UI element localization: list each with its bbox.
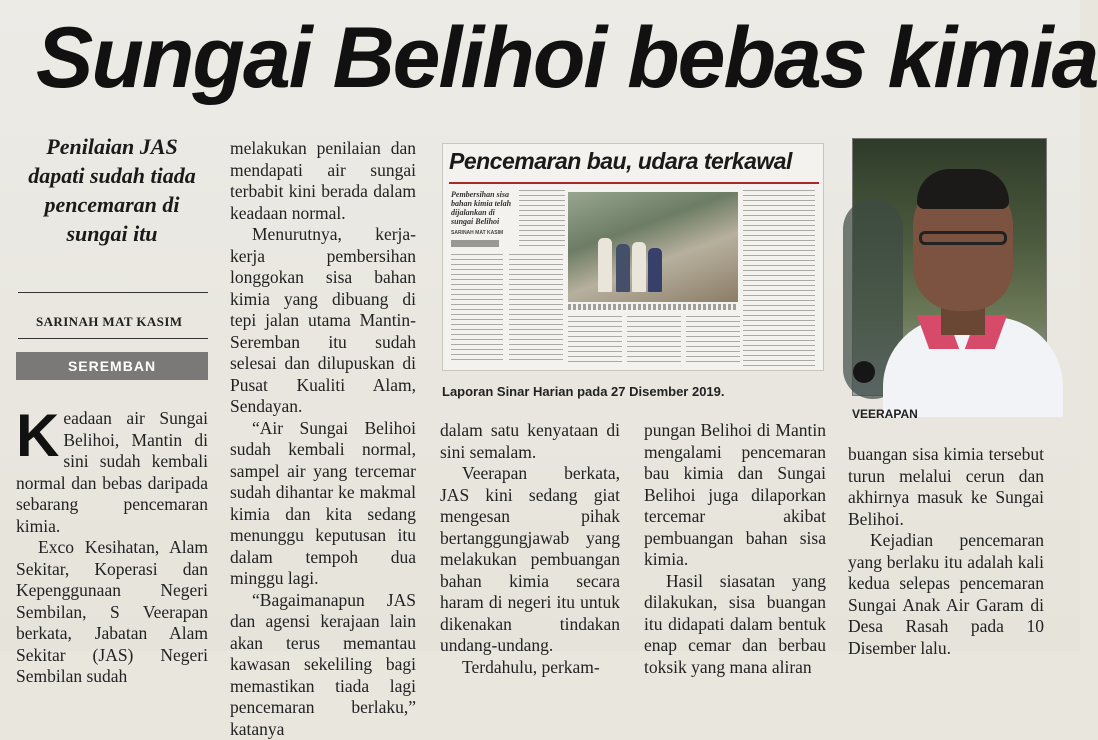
person-hair: [917, 169, 1009, 209]
subheadline: Penilaian JAS dapati sudah tiada pencemaran di sungai itu: [22, 132, 202, 248]
clipping-text-block: [509, 254, 563, 364]
portrait-photo: [852, 138, 1047, 396]
byline: SARINAH MAT KASIM: [36, 314, 216, 330]
glasses-icon: [919, 231, 1007, 245]
clipping-text-block: [686, 316, 740, 366]
clipping-photo: [568, 192, 738, 302]
paragraph: Terdahulu, perkam-: [440, 657, 620, 679]
divider-rule: [18, 292, 208, 293]
person-figure: [648, 248, 662, 292]
clipping-byline: SARINAH MAT KASIM: [451, 230, 513, 236]
location-banner: SEREMBAN: [16, 352, 208, 380]
clipping-text-block: [568, 316, 622, 366]
paragraph: Menurutnya, kerja-kerja pembersihan longgokan sisa bahan kimia yang dibuang di tepi jalan utama Mantin-Seremban itu sudah selesai dan dilupuskan di Pusat Kualiti Alam, Sendayan.: [230, 224, 416, 418]
paragraph-text: eadaan air Sungai Belihoi, Mantin di sini sudah kembali normal dan bebas daripada sebarang pencemaran kimia.: [16, 408, 208, 536]
person-figure: [598, 238, 612, 292]
paragraph: Hasil siasatan yang dilakukan, sisa buangan itu didapati dalam bentuk enap cemar dan berbau toksik yang mana aliran: [644, 571, 826, 679]
article-column-1: [16, 408, 208, 688]
dropcap-letter: K: [16, 410, 59, 462]
news-clipping-image: [442, 143, 824, 371]
article-column-4: [644, 420, 826, 678]
clipping-caption: [568, 304, 738, 310]
clipping-text-block: [627, 316, 681, 366]
person-figure: [632, 242, 646, 292]
clipping-text-block: [451, 254, 503, 364]
clipping-text-block: [743, 190, 815, 366]
microphone-icon: [853, 361, 875, 383]
clipping-text-block: [519, 190, 565, 250]
paragraph: Exco Kesihatan, Alam Sekitar, Koperasi dan Kepenggunaan Negeri Sembilan, S Veerapan berkata, Jabatan Alam Sekitar (JAS) Negeri Sembilan sudah: [16, 537, 208, 688]
paragraph: Veerapan berkata, JAS kini sedang giat mengesan pihak bertanggungjawab yang melakukan pembuangan bahan kimia secara haram di negeri itu untuk dikenakan tindakan undang-undang.: [440, 463, 620, 657]
paragraph: melakukan penilaian dan mendapati air sungai terbabit kini berada dalam keadaan normal.: [230, 138, 416, 224]
paragraph: buangan sisa kimia tersebut turun melalui cerun dan akhirnya masuk ke Sungai Belihoi.: [848, 444, 1044, 530]
clipping-rule: [449, 182, 819, 184]
article-column-3: [440, 420, 620, 678]
paragraph: pungan Belihoi di Mantin mengalami pencemaran bau kimia dan Sungai Belihoi juga dilaporkan tercemar akibat pembuangan bahan sisa kimia.: [644, 420, 826, 571]
article-column-5: [848, 444, 1044, 659]
paragraph: Kejadian pencemaran yang berlaku itu adalah kali kedua selepas pencemaran Sungai Anak Air Garam di Desa Rasah pada 10 Disember lalu.: [848, 530, 1044, 659]
article-column-2: [230, 138, 416, 740]
clipping-title: Pencemaran bau, udara terkawal: [449, 148, 817, 175]
paragraph: “Bagaimanapun JAS dan agensi kerajaan lain akan terus memantau kawasan sekeliling bagi memastikan tiada lagi pencemaran berlaku,” katanya: [230, 590, 416, 740]
paragraph: dalam satu kenyataan di sini semalam.: [440, 420, 620, 463]
person-figure: [616, 244, 630, 292]
clipping-location-bar: [451, 240, 499, 247]
portrait-caption: VEERAPAN: [852, 407, 1047, 421]
paragraph: “Air Sungai Belihoi sudah kembali normal, sampel air yang tercemar sudah dihantar ke makmal kimia dan kita sedang menunggu keputusan itu dalam tempoh dua minggu lagi.: [230, 418, 416, 590]
paragraph: [16, 408, 208, 537]
clipping-credit: Laporan Sinar Harian pada 27 Disember 2019.: [442, 384, 822, 399]
divider-rule: [18, 338, 208, 339]
clipping-subhead: Pembersihan sisa bahan kimia telah dijalankan di sungai Belihoi: [451, 190, 513, 226]
headline: Sungai Belihoi bebas kimia: [36, 8, 1046, 108]
